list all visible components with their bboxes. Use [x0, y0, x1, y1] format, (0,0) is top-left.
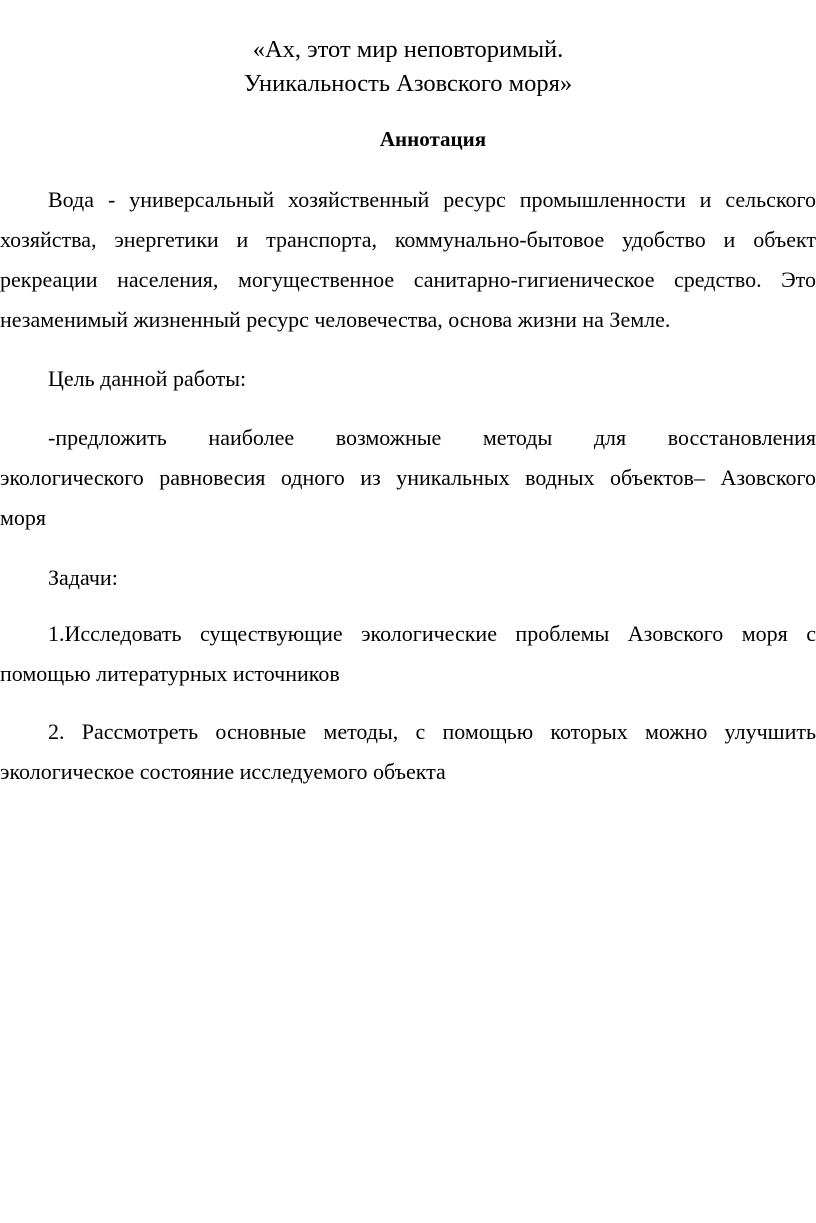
annotation-heading: Аннотация — [379, 127, 487, 151]
goal-line: моря — [0, 505, 47, 530]
goal-paragraph — [0, 418, 816, 538]
goal-line: -предложить наиболее возможные методы для восстановления — [48, 425, 816, 450]
task-1-line: помощью литературных источников — [0, 661, 340, 686]
goal-label-paragraph — [0, 359, 816, 399]
goal-line: экологического равновесия одного из уникальных водных объектов– Азовского — [0, 465, 816, 490]
intro-line: незаменимый жизненный ресурс человечества, основа жизни на Земле. — [0, 307, 671, 332]
task-2-line: экологическое состояние исследуемого объекта — [0, 759, 446, 784]
title-line-2: Уникальность Азовского моря» — [243, 70, 573, 97]
intro-paragraph — [0, 180, 816, 340]
task-1-paragraph — [0, 614, 816, 694]
goal-label: Цель данной работы: — [48, 366, 247, 391]
task-2-paragraph — [0, 712, 816, 792]
tasks-label-paragraph — [0, 558, 816, 598]
intro-line: Вода - универсальный хозяйственный ресурс промышленности и сельского — [48, 187, 816, 212]
intro-line: хозяйства, энергетики и транспорта, коммунально-бытовое удобство и объект — [0, 227, 816, 252]
tasks-label: Задачи: — [48, 565, 118, 590]
intro-line: рекреации населения, могущественное санитарно-гигиеническое средство. Это — [0, 267, 816, 292]
document-title — [0, 33, 816, 101]
title-line-1: «Ах, этот мир неповторимый. — [252, 36, 564, 63]
task-1-line: 1.Исследовать существующие экологические проблемы Азовского моря с — [48, 621, 816, 646]
task-2-line: 2. Рассмотреть основные методы, с помощью которых можно улучшить — [48, 719, 816, 744]
